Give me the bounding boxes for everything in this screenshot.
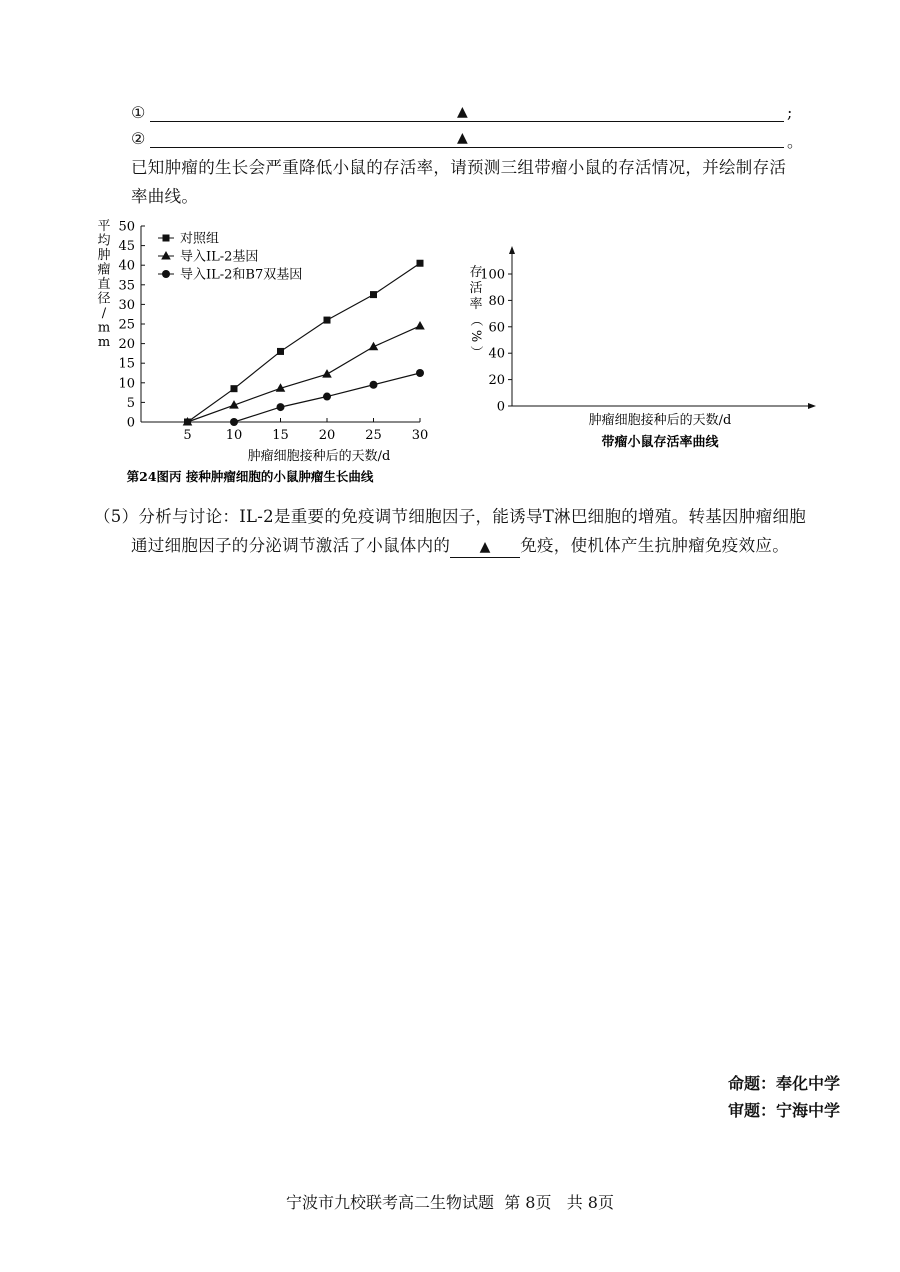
y-tick-label: 0 (126, 415, 135, 431)
y-label-char: 率 (469, 297, 483, 312)
intro-line-2: 率曲线。 (131, 187, 199, 206)
y-tick-label: 45 (118, 239, 135, 255)
tumor-growth-chart (90, 212, 450, 492)
y-tick-label: 40 (118, 258, 135, 274)
x-tick-label: 20 (318, 428, 336, 443)
legend-entry: 导入IL-2和B7双基因 (180, 267, 303, 283)
question-5 (94, 502, 854, 560)
y-label-char: / (101, 306, 107, 321)
y-tick-labels (118, 220, 135, 431)
chart-title: 带瘤小鼠存活率曲线 (601, 435, 719, 450)
credits (728, 1070, 840, 1124)
answer-blank (150, 121, 784, 122)
square-marker (231, 385, 238, 392)
y-label-char: ） (468, 345, 483, 359)
credit-reviewer: 审题：宁海中学 (727, 1101, 840, 1120)
square-marker (277, 348, 284, 355)
y-label-char: 径 (97, 291, 111, 307)
triangle-marker (415, 321, 425, 330)
axes (508, 246, 816, 409)
x-tick-labels (183, 428, 428, 443)
y-label-char: 活 (469, 281, 483, 296)
answer-number: ① (131, 103, 146, 122)
q5-answer-blank[interactable] (450, 537, 520, 558)
x-tick-label: 30 (411, 428, 429, 443)
triangle-marker (369, 342, 379, 351)
x-tick-label: 10 (225, 428, 243, 443)
credit-author: 命题：奉化中学 (727, 1074, 840, 1093)
page-footer: 宁波市九校联考高二生物试题 第 8页 共 8页 (286, 1193, 614, 1212)
answer-line-1[interactable] (131, 103, 801, 127)
y-tick-label: 0 (496, 399, 505, 415)
blank-marker: ▲ (457, 130, 468, 146)
y-tick-label: 20 (488, 373, 505, 389)
circle-marker (370, 381, 378, 389)
y-label-char: 存 (469, 265, 483, 280)
q5-line-2 (94, 531, 854, 560)
legend-entry: 对照组 (180, 231, 220, 247)
q5-line-1: （5）分析与讨论：IL-2是重要的免疫调节细胞因子，能诱导T淋巴细胞的增殖。转基因肿瘤细胞 (94, 507, 807, 526)
y-label-char: 平 (97, 219, 111, 234)
circle-marker (416, 369, 424, 377)
circle-marker (230, 418, 238, 426)
x-tick-label: 5 (183, 428, 192, 443)
y-tick-label: 80 (488, 293, 505, 309)
y-label-char: % (468, 329, 483, 343)
answer-number: ② (131, 129, 146, 148)
x-tick-label: 25 (365, 428, 382, 443)
answer-line-2[interactable] (131, 129, 804, 153)
circle-marker (162, 270, 170, 278)
y-tick-label: 35 (118, 278, 135, 294)
y-tick-label: 25 (118, 317, 135, 333)
blank-marker: ▲ (457, 104, 468, 120)
series-line (188, 326, 421, 422)
line-end-punct: 。 (787, 132, 804, 151)
y-label-char: 瘤 (97, 262, 111, 278)
legend-entry: 导入IL-2基因 (180, 249, 259, 265)
triangle-marker (322, 369, 332, 378)
blank-marker: ▲ (479, 539, 491, 555)
y-label-char: 均 (97, 233, 111, 249)
x-tick-label: 15 (272, 428, 289, 443)
x-axis-label: 肿瘤细胞接种后的天数/d (588, 413, 732, 428)
y-tick-label: 5 (126, 395, 135, 411)
intro-line-1: 已知肿瘤的生长会严重降低小鼠的存活率，请预测三组带瘤小鼠的存活情况，并绘制存活 (131, 158, 787, 177)
intro-paragraph (131, 153, 851, 211)
series-lines (188, 263, 421, 422)
chart-title: 第24图丙 接种肿瘤细胞的小鼠肿瘤生长曲线 (126, 469, 374, 484)
y-tick-label: 10 (118, 376, 135, 392)
y-tick-label: 100 (480, 267, 505, 283)
y-label-char: m (97, 320, 111, 336)
y-label-char: m (97, 335, 111, 350)
y-tick-label: 60 (488, 320, 505, 336)
square-marker (324, 317, 331, 324)
y-axis-arrow (509, 246, 515, 254)
line-end-punct: ; (787, 103, 793, 122)
x-axis-label: 肿瘤细胞接种后的天数/d (247, 449, 391, 464)
y-tick-label: 30 (118, 297, 135, 313)
y-label-char: 肿 (97, 248, 111, 263)
x-axis-arrow (808, 403, 816, 409)
q5-text-before: 通过细胞因子的分泌调节激活了小鼠体内的 (131, 536, 451, 555)
y-axis-label (97, 219, 110, 350)
q5-text-after: 免疫，使机体产生抗肿瘤免疫效应。 (520, 536, 790, 555)
circle-marker (277, 403, 285, 411)
square-marker (417, 260, 424, 267)
y-label-char: 直 (97, 277, 111, 292)
square-marker (370, 291, 377, 298)
y-tick-label: 15 (118, 356, 135, 372)
y-label-char: （ (468, 313, 483, 327)
legend (158, 231, 302, 283)
circle-marker (323, 393, 331, 401)
y-tick-label: 50 (118, 219, 135, 235)
series-line (188, 263, 421, 422)
y-tick-label: 20 (118, 337, 135, 353)
answer-blank (150, 147, 784, 148)
survival-chart (462, 240, 822, 455)
y-tick-label: 40 (488, 346, 505, 362)
square-marker (163, 235, 170, 242)
triangle-marker (161, 251, 171, 260)
